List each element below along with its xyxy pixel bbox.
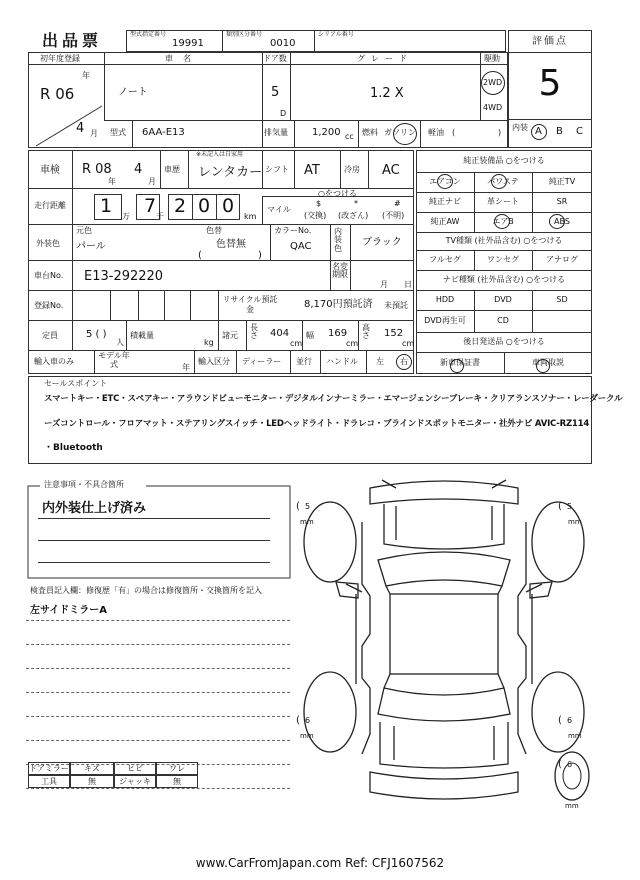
- interior-color-value: ブラック: [362, 237, 402, 248]
- recycle-label: リサイクル預託金: [222, 295, 278, 314]
- sales-line-2: ーズコントロール・フロアマット・ステアリングスイッチ・LEDヘッドライト・ドラレコ・ブラインドスポットモニター・社外ナビ AVIC-RZ114: [44, 419, 590, 429]
- width-unit: cm: [346, 339, 359, 348]
- sales-point-label: セールスポイント: [44, 379, 108, 388]
- handle-label: ハンドル: [326, 357, 358, 366]
- mileage-digit: 2: [174, 195, 187, 217]
- sales-line-3: ・Bluetooth: [44, 443, 103, 453]
- name-change-month: 月: [380, 280, 388, 289]
- fuel-label: 燃料: [362, 128, 378, 137]
- tools-cell: ジャッキ: [114, 775, 156, 788]
- navi-item: DVD再生可: [424, 316, 466, 325]
- drive-label: 駆動: [484, 54, 500, 63]
- chassis-label: 車台No.: [34, 271, 64, 280]
- equip-item: 純正ナビ: [429, 197, 461, 206]
- dims-label: 諸元: [222, 331, 238, 340]
- tools-header: ヒビ: [114, 762, 156, 775]
- car-name: ノート: [118, 87, 148, 98]
- equip-item: ABS: [554, 217, 570, 226]
- sheet-title: 出品票: [42, 31, 103, 50]
- tools-cell: 無: [156, 775, 198, 788]
- doors-label: ドア数: [263, 54, 287, 63]
- equip-powersteer-circle: [491, 174, 507, 189]
- color-no-label: カラーNo.: [274, 226, 312, 235]
- import-type-label: 輸入区分: [198, 357, 230, 366]
- navi-title: ナビ種類 (社外品含む) ○をつける: [442, 275, 566, 284]
- mileage-digit: 0: [222, 195, 235, 217]
- color-no-value: QAC: [290, 241, 312, 252]
- length-label: 長さ: [250, 323, 258, 341]
- mileage-man-unit: 万: [122, 212, 130, 221]
- mileage-sen-unit: 千: [156, 212, 164, 221]
- name-change-day: 日: [404, 280, 412, 289]
- height-value: 152: [384, 328, 404, 339]
- fuel-gas: ガソリン: [384, 128, 416, 137]
- later-warranty-circle: [450, 359, 464, 373]
- navi-item: DVD: [494, 295, 512, 304]
- equip-airbag-circle: [494, 214, 510, 229]
- tools-header: キズ: [70, 762, 114, 775]
- month-unit: 月: [90, 129, 98, 138]
- tv-title: TV種類 (社外品含む) ○をつける: [445, 236, 563, 245]
- class-number-label: 類別区分番号: [226, 31, 263, 38]
- inspection-value: R 08: [82, 162, 112, 177]
- exchange-option-label: (交換): [304, 211, 327, 220]
- color-label: 外装色: [36, 239, 60, 248]
- tools-cell: 無: [70, 775, 114, 788]
- navi-item: CD: [497, 316, 509, 325]
- model-year-unit: 年: [182, 363, 190, 372]
- unknown-option-label: (不明): [382, 211, 405, 220]
- later-manual-circle: [536, 359, 550, 373]
- equip-item: エアコン: [429, 177, 461, 186]
- capacity-label: 定員: [42, 331, 58, 340]
- inspection-year-unit: 年: [108, 177, 116, 186]
- exchange-option: $: [316, 199, 322, 208]
- type-number: 19991: [172, 38, 204, 49]
- tire-rr-unit: mm: [568, 732, 582, 740]
- first-reg-year: R 06: [40, 85, 75, 103]
- height-unit: cm: [402, 339, 415, 348]
- fuel-light: 軽油: [428, 128, 444, 137]
- mileage-digit: 7: [144, 195, 157, 217]
- doors-value: 5: [271, 85, 280, 100]
- displacement-label: 排気量: [264, 128, 288, 137]
- type-number-label: 型式指定番号: [130, 31, 167, 38]
- drive-4wd: 4WD: [483, 103, 503, 112]
- drive-2wd: 2WD: [483, 78, 503, 87]
- person-unit: 人: [116, 338, 124, 347]
- ac-value: AC: [382, 163, 400, 178]
- inspection-label: 車検: [40, 165, 60, 176]
- equip-item: パワステ: [487, 177, 519, 186]
- equip-item: SR: [556, 197, 568, 206]
- import-label: 輸入車のみ: [34, 357, 74, 366]
- tire-rr-depth: 6: [567, 716, 573, 725]
- usage-note: ※未記入は自家用: [196, 151, 244, 158]
- equip-item: 純正TV: [548, 177, 576, 186]
- navi-item: SD: [556, 295, 568, 304]
- interior-label: 内装: [512, 123, 528, 132]
- tamper-option-label: (改ざん): [338, 211, 369, 220]
- recycle-unpaid: 未預託: [384, 301, 408, 310]
- later-item: 新車保証書: [440, 358, 480, 367]
- import-dealer: ディーラー: [242, 357, 282, 366]
- sales-line-1: スマートキー・ETC・スペアキー・アラウンドビューモニター・デジタルインナーミラー・エマージェンシーブレーキ・クリアランスソナー・レーダークル: [44, 394, 623, 404]
- equip-item: 純正AW: [430, 217, 460, 226]
- width-label: 幅: [306, 331, 314, 340]
- recycle-value: 8,170円預託済: [304, 299, 373, 310]
- kg-unit: kg: [204, 338, 214, 347]
- unknown-option: #: [394, 199, 401, 208]
- door-suffix: D: [280, 109, 287, 118]
- score-value: 5: [538, 63, 562, 104]
- ac-label: 冷房: [344, 165, 360, 174]
- tire-fl-depth: 5: [305, 502, 311, 511]
- interior-c: C: [576, 126, 583, 137]
- name-change-label: 名変期限: [332, 262, 348, 280]
- interior-a: A: [535, 126, 542, 137]
- tv-item: フルセグ: [429, 255, 461, 264]
- chassis-value: E13-292220: [84, 269, 164, 284]
- serial-label: シリアル番号: [318, 31, 354, 38]
- tire-rl-unit: mm: [300, 732, 314, 740]
- equip-abs-circle: [549, 214, 565, 229]
- mileage-digit: 1: [100, 195, 113, 217]
- length-value: 404: [270, 328, 290, 339]
- import-parallel: 並行: [296, 357, 312, 366]
- later-title: 後日発送品 ○をつける: [463, 337, 545, 346]
- model-year-label: モデル年式: [98, 351, 130, 369]
- tv-item: ワンセグ: [487, 255, 519, 264]
- width-value: 169: [328, 328, 348, 339]
- tire-fr-depth: 5: [567, 502, 573, 511]
- shift-value: AT: [304, 163, 320, 178]
- color-orig-label: 元色: [76, 226, 92, 235]
- car-diagram: [296, 474, 592, 814]
- tools-header: ドアミラー: [29, 764, 69, 773]
- first-reg-month: 4: [76, 121, 85, 136]
- equip-item: 革シート: [487, 197, 519, 206]
- color-orig-value: パール: [76, 241, 106, 252]
- model-label: 型式: [110, 128, 126, 137]
- tire-spare-depth: 6: [567, 760, 573, 769]
- color-change-label: 色替: [206, 226, 222, 235]
- tv-item: アナログ: [546, 255, 578, 264]
- score-label: 評価点: [532, 36, 568, 47]
- inspector-line-1: 左サイドミラーA: [30, 605, 108, 616]
- notes-label: 注意事項・不具合箇所: [44, 480, 124, 489]
- car-name-label: 車名: [165, 54, 201, 63]
- notes-frame: [26, 484, 292, 580]
- load-label: 積載量: [130, 331, 154, 340]
- color-change-value: 色替無: [216, 239, 246, 250]
- tamper-option: *: [354, 199, 358, 208]
- interior-b: B: [556, 126, 563, 137]
- inspection-month: 4: [134, 162, 143, 177]
- tire-fr-unit: mm: [568, 518, 582, 526]
- equip-aircon-circle: [437, 174, 453, 189]
- usage-label: 車歴: [164, 165, 180, 174]
- tools-header: ワレ: [156, 762, 198, 775]
- notes-line-1: 内外装仕上げ済み: [42, 501, 147, 516]
- later-item: 車両取説: [532, 358, 564, 367]
- navi-item: HDD: [435, 295, 455, 304]
- inspector-label: 検査員記入欄：修復歴「有」の場合は修復箇所・交換箇所を記入: [30, 586, 262, 595]
- cc-unit: cc: [345, 132, 354, 141]
- length-unit: cm: [290, 339, 303, 348]
- footer-ref: www.CarFromJapan.com Ref: CFJ1607562: [195, 856, 445, 870]
- first-reg-divider: [34, 104, 104, 148]
- grade-label: グレード: [357, 54, 413, 63]
- tools-cell: 工具: [28, 775, 70, 788]
- tire-spare-unit: mm: [565, 802, 579, 810]
- equip-title: 純正装備品 ○をつける: [463, 156, 545, 165]
- handle-left: 左: [376, 357, 384, 366]
- displacement-value: 1,200: [312, 127, 341, 138]
- reg-label: 登録No.: [34, 301, 64, 310]
- equip-item: エアB: [492, 217, 514, 226]
- first-reg-label: 初年度登録: [40, 54, 80, 63]
- mileage-label: 走行距離: [34, 201, 66, 210]
- usage-value: レンタカー: [198, 165, 263, 180]
- model-value: 6AA-E13: [142, 127, 185, 138]
- inspection-month-unit: 月: [148, 177, 156, 186]
- class-number: 0010: [270, 38, 296, 49]
- mile-option: マイル: [267, 205, 291, 214]
- interior-color-label: 内装色: [334, 227, 342, 253]
- tire-rl-depth: 6: [305, 716, 311, 725]
- mileage-circle-note: ○をつける: [318, 189, 357, 198]
- year-unit: 年: [82, 71, 90, 80]
- grade-value: 1.2 X: [370, 86, 404, 101]
- tire-fl-unit: mm: [300, 518, 314, 526]
- shift-label: シフト: [265, 165, 289, 174]
- capacity-value: 5 ( ): [86, 329, 107, 340]
- mileage-km-unit: km: [244, 212, 257, 221]
- handle-right: 右: [400, 357, 408, 366]
- mileage-digit: 0: [198, 195, 211, 217]
- height-label: 高さ: [362, 323, 370, 341]
